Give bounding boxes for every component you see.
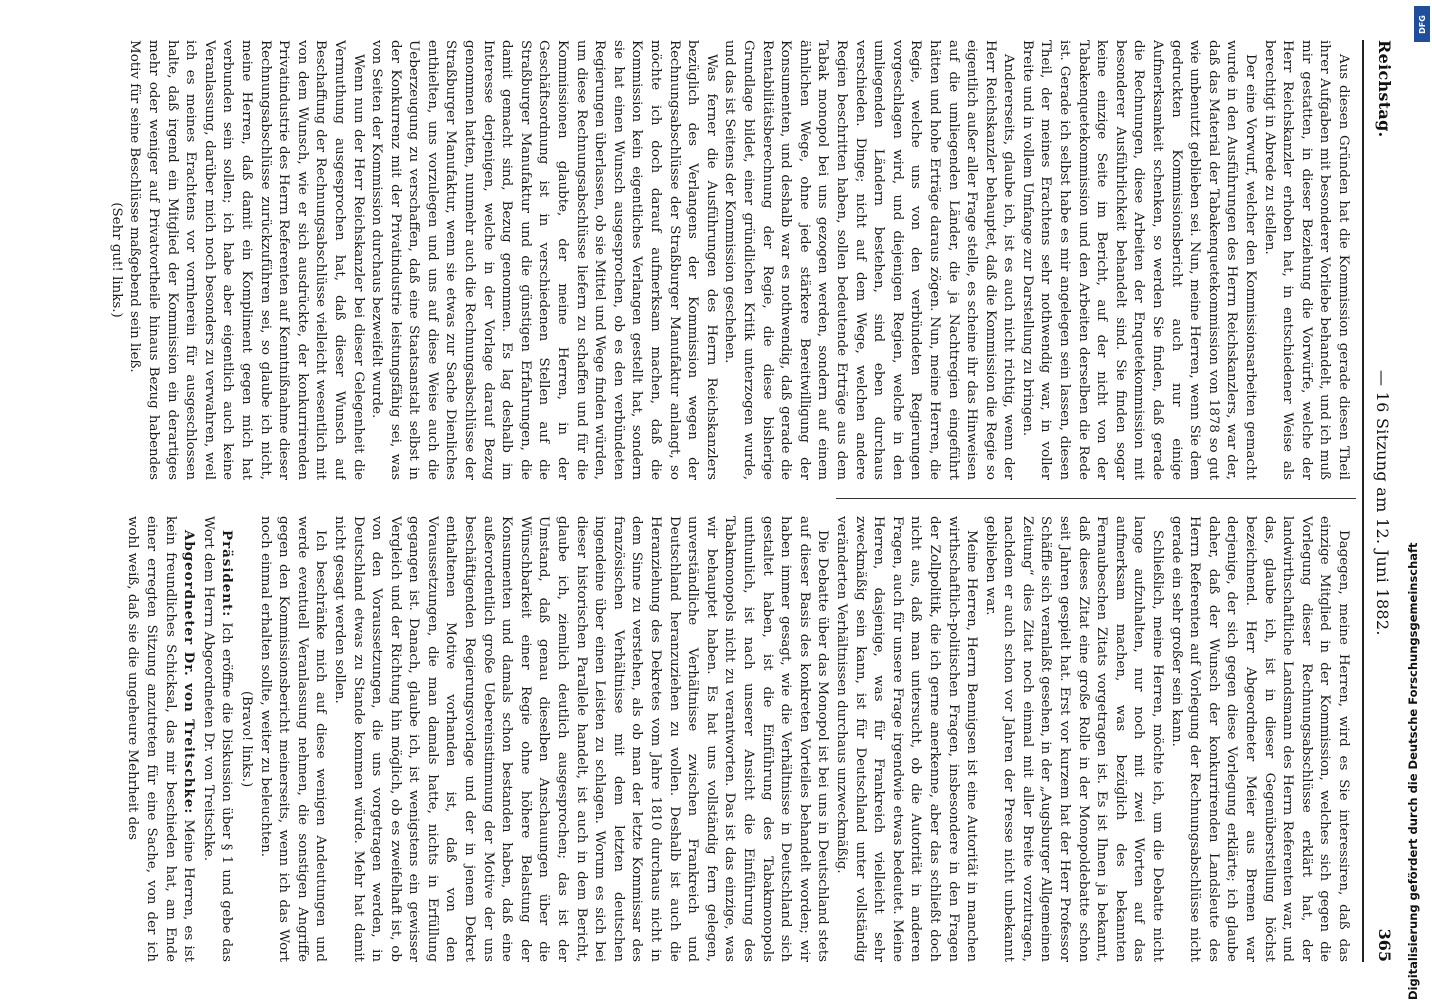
paragraph-text: Andererseits, glaube ich, ist es auch nicht richtig, wenn der Herr Reichskanzler behauptet, daß die Kommission die Regie so eigentlich außer aller Frage stelle, es scheine ihr das Hinweisen auf die umliegenden Länder, die ja Nachtregien eingeführt hätten und hohe Erträge daraus zögen. Nun, meine Herren, die Regie, welche uns von den verbündeten Regierungen vorgeschlagen wird, und diejenigen Regien, welche in den umliegenden Ländern bestehen, sind eben durchaus verschieden. Dinge; nicht auf dem Wege, welchen andere Regien beschritten haben, sollen bedeutende Erträge aus dem Tabak monopol bei uns gezogen werden, sondern auf einem ähnlichen Wege, ohne jede stärkere Bereitwilligung der Konsumenten, und deshalb war es nothwendig, daß gerade die Rentabilitätsberechnung der Regie, die diese bisherige Grundlage bildet, einer gründlichen Kritik unterzogen wurde, und das ist Seitens der Kommission geschehen. [722, 40, 1017, 480]
paragraph-text: (Bravo! links.) [238, 690, 254, 788]
paragraph [720, 40, 1018, 480]
paragraph-text: Aus diesen Gründen hat die Kommission gerade diesen Theil ihrer Aufgaben mit besonderer Vorliebe behandelt, und ich muß mir gestatten, in dieser Beziehung die Vorwürfe, welche der Herr Reichskanzler erhoben hat, in entschiedener Weise als berechtigt in Abrede zu stellen. [1261, 40, 1351, 480]
paragraph-text: Die Debatte über das Monopol ist bei uns in Deutschland stets auf dieser Basis des konkreten Vorteiles behandelt worden; wir haben immer gesagt, wie die Verhältnisse in Deutschland sich gestaltet haben, ist die Einführung des Tabakmonopols unthunlich, ist nach unserer Ansicht die Einführung des Tabakmonopols nicht zu verantworten. Das ist das einzige, was wir behauptet haben. Es hat uns vollständig fern gelegen, unverständliche Verhältnisse zwischen Frankreich und Deutschland heranzuziehen zu wollen. Deshalb ist auch die Heranziehung des Dekretes vom Jahre 1810 durchaus nicht in dem Sinne zu verstehen, als ob man der letzte Kommissar des französischen Verhältnisse mit dem letzten deutschen ingendeine über einen Leisten zu schlagen. Worum es sich bei dieser historischen Parallele handelt, ist auch in dem Bericht, glaube ich, ziemlich deutlich ausgesprochen; das ist der Umstand, daß genau dieselben Anschauungen über die Wünschbarkeit einer Regie ohne höhere Belastung der Konsumenten und damals schon bestanden haben, daß eine außerordentlich große Uebereinstimmung der Motive der uns beschäftigenden Regierungsvorlage und der in jenem Dekret enthaltenen Motive vorhanden ist, daß von den Voraussetzungen, die man damals hatte, nichts in Erfüllung gegangen ist. Danach, glaube ich, ist wenigstens ein gewisser Vergleich und der Richtung hin möglich, ob es zweifelhaft ist, ob von den Voraussetzungen, die uns vorgetragen werden, in Deutschland etwas zu Stande kommen würde. Mehr hat damit nicht gesagt werden sollen. [331, 516, 831, 962]
paragraph [367, 40, 720, 480]
paragraph [980, 516, 1166, 962]
column-divider [836, 498, 1356, 499]
paragraph [255, 516, 329, 962]
paragraph-text: Wenn nun der Herr Reichskanzler bei dieser Gelegenheit die Vermuthung ausgesprochen hat, daß dieser Wunsch auf Beschaffung der Rechnungsabschlüsse vielleicht wesentlich mit von dem Wunsch, wie er sich ausdrückte, der konkurrirenden Privatindustrie des Herrn Referenten auf Kenntnißnahme dieser Rechnungsabschlüsse zurückzuführen sei, so glaube ich nicht, meine Herren, daß damit ein Kompliment gegen mich hat verbunden sein sollen; ich habe aber eigentlich auch keine Veranlassung, darüber mich noch besonders zu verwahren, weil ich es meines Erachtens vor vornherein für ausgeschlossen halte, daß irgend ein Mitglied der Kommission ein derartiges mehr oder weniger auf Privatvortheile hinaus Bezug habendes Motiv für seine Beschlüsse maßgebend sein ließ. [127, 40, 366, 480]
paragraph-text: Meine Herren, es ist kein freundliches Schicksal, das mir beschieden hat, am Ende einer erregten Sitzung anzutreten für eine Sache, von der ich wohl weiß, daß sie die ungeheure Mehrheit des [125, 516, 197, 962]
paragraph-text: (Sehr gut! links.) [108, 202, 124, 318]
paragraph [831, 516, 980, 962]
paragraph [106, 40, 125, 480]
paragraph-text: Dagegen, meine Herren, wird es Sie interessiren, daß das einzige Mitglied in der Kommission, welches sich gegen die Vorlegung dieser Rechnungsabschlüsse erklärt hat, der landwirthschaftliche Landsmann des Herrn Referenten war, und das, glaube ich, ist in dieser Gegenüberstellung höchst bezeichnend. Herr Abgeordneter Meier aus Bremen war derjenige, der sich gegen diese Vorlegung erklärte; ich glaube daher, daß der Wunsch der konkurrirenden Landsleute des Herrn Referenten auf Vorlegung der Rechnungsabschlüsse nicht gerade ein sehr großer sein kann. [1168, 516, 1351, 962]
paragraph [1166, 516, 1352, 962]
header-rule [1362, 40, 1364, 962]
paragraph-text: Was ferner die Ausführungen des Herrn Reichskanzlers bezüglich des Verlangens der Kommission wegen der Rechnungsabschlüsse der Straßburger Manufaktur anlangt, so möchte ich doch darauf aufmerksam machen, daß die Kommission kein eigentliches Verlangen gestellt hat, sondern sie hat einen Wunsch ausgesprochen, ob es den verbündeten Regierungen überlassen, ob sie Mittel und Wege finden würden, um diese Rechnungsabschlüsse liefern zu schaffen und für die Kommissionen glaubte, der meine Herren, in der Geschäftsordnung ist in verschiedenen Stellen auf die Straßburger Manufaktur und die günstigen Erfahrungen, die damit gemacht sind, Bezug genommen. Es lag deshalb im Interesse derjenigen, welche in der Vorlage darauf Bezug genommen hatten, nunmehr auch die Rechnungsabschlüsse der Straßburger Manufaktur, wenn sie etwas zur Sache Dienliches enthielten, uns vorzulegen und uns auf diese Weise auch die Ueberzeugung zu verschaffen, daß eine Staatsanstalt selbst in der Konkurrenz mit der Privatindustrie leistungsfähig sei, was von Seiten der Kommission durchaus bezweifelt wurde. [369, 40, 719, 480]
speaker-paragraph [198, 516, 236, 962]
page-number: 365 [1375, 928, 1394, 962]
digitization-note: Digitalisierung gefördert durch die Deutsche Forschungsgemeinschaft [1406, 542, 1420, 1000]
paragraph [329, 516, 831, 962]
paragraph-text: Der eine Vorwurf, welcher den Kommissionsarbeiten gemacht wurde in den Ausführungen des Herrn Reichskanzlers, war der, daß das Material der Tabakenquetekommission von 1878 so gut wie unbenutzt geblieben sei. Nun, meine Herren, wenn Sie dem gedruckten Kommissionsbericht auch nur einige Aufmerksamkeit schenken, so werden Sie finden, daß gerade die Rechnungen, diese Arbeiten der Enquetekommission mit besonderer Ausführlichkeit behandelt sind. Sie finden sogar keine einzige Seite im Bericht, auf der nicht von der Tabakenquetekommission und den Arbeiten derselben die Rede ist. Gerade ich selbst habe es mir angelegen sein lassen, diesen Theil, der meines Erachtens sehr nothwendig war, in voller Breite und in vollem Umfange zur Darstellung zu bringen. [1019, 40, 1259, 480]
paragraph [236, 516, 255, 962]
header-left: Reichstag. [1375, 40, 1394, 138]
right-text-column [102, 516, 1352, 962]
paragraph-text: Ich eröffne die Diskussion über § 1 und gebe das Wort dem Herrn Abgeordneten Dr. von Treitschke. [200, 516, 235, 962]
speaker-name: Abgeordneter Dr. von Treitschke: [181, 530, 198, 815]
page-header [1366, 40, 1396, 962]
paragraph-text: Ich beschränke mich auf diese wenigen Andeutungen und werde eventuell Veranlassung nehmen, die sonstigen Angriffe gegen den Kommissionsbericht meinerseits, wenn ich das Wort noch einmal erhalten sollte, weiter zu beleuchten. [257, 516, 329, 962]
paragraph [1017, 40, 1259, 480]
dfg-logo-text: DFG [1417, 14, 1427, 34]
paragraph [1259, 40, 1352, 480]
header-session-date: — 16 Sitzung am 12. Juni 1882. [1373, 370, 1392, 636]
speaker-paragraph [123, 516, 198, 962]
rotated-document-page [20, 20, 1400, 980]
speaker-name: Präsident: [219, 530, 236, 618]
paragraph [125, 40, 367, 480]
paragraph-text: Meine Herren, Herrn Bennigsen ist eine Autorität in manchen wirthschaftlich-politischen Fragen, insbesondere in den Fragen der Zollpolitik, die ich gerne anerkenne, aber das schließt doch nicht aus, daß man untersucht, ob die Autorität in anderen Fragen, auch für unsere Frage irgendwie etwas bedeutet. Meine Herren, dasjenige, was für Frankreich vielleicht sehr zweckmäßig sein kann, ist für Deutschland unter vollständig veränderten Verhältnissen durchaus unzweckmäßig. [833, 516, 980, 962]
paragraph-text: Schließlich, meine Herren, möchte ich, um die Debatte nicht lange aufzuhalten, nur noch mit zwei Worten auf das aufmerksam machen, was bezüglich des bekannten Fernaubeschen Zitats vorgetragen ist. Es ist Ihnen ja bekannt, daß dieses Zitat eine große Rolle in der Monopoldebatte schon seit Jahren gespielt hat. Erst vor kurzem hat der Herr Professor Schäffle sich veranlaßt gesehen, in der „Augsburger Allgemeinen Zeitung“ dies Zitat noch einmal mit aller Breite vorzutragen, nachdem er auch schon vor Jahren der Presse nicht unbekannt geblieben war. [982, 516, 1166, 962]
left-text-column [102, 40, 1352, 480]
